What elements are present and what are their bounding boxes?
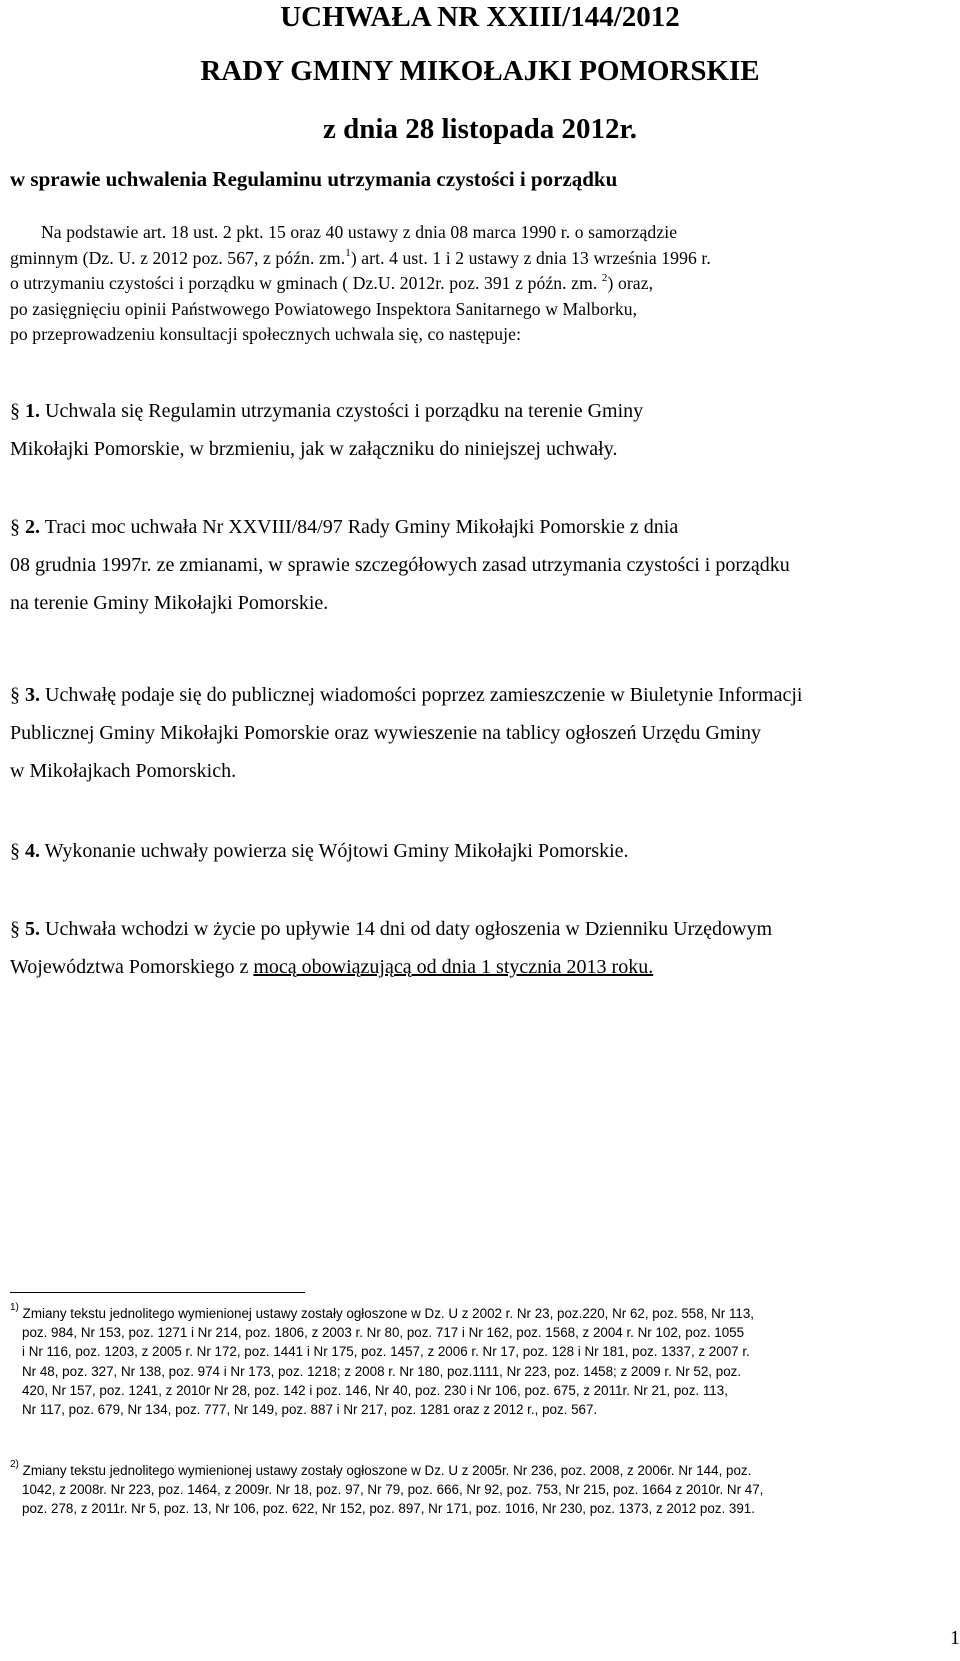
section-1: [10, 392, 945, 468]
preamble-text: ) oraz,: [607, 273, 654, 293]
section-number: 1.: [25, 400, 40, 422]
footnote-line: poz. 984, Nr 153, poz. 1271 i Nr 214, poz. 1806, z 2003 r. Nr 80, poz. 717 i Nr 162, poz. 1568, z 2004 r. Nr 102, poz. 1055: [22, 1325, 745, 1341]
section-line: [10, 508, 945, 546]
section-line: [10, 676, 945, 714]
section-sign: §: [10, 516, 20, 538]
footnote-marker: 1): [10, 1301, 19, 1313]
section-line: na terenie Gminy Mikołajki Pomorskie.: [10, 592, 329, 614]
section-line: Mikołajki Pomorskie, w brzmieniu, jak w załączniku do niniejszej uchwały.: [10, 438, 618, 460]
footnote-line: Nr 117, poz. 679, Nr 134, poz. 777, Nr 149, poz. 887 i Nr 217, poz. 1281 oraz z 2012 r., poz. 567.: [22, 1402, 598, 1418]
preamble-line: [10, 271, 945, 297]
section-line: [10, 948, 945, 986]
preamble: [10, 220, 945, 348]
section-line: [10, 910, 945, 948]
section-sign: §: [10, 840, 20, 862]
footnote-line: 1042, z 2008r. Nr 223, poz. 1464, z 2009r. Nr 18, poz. 97, Nr 79, poz. 666, Nr 92, poz. 753, Nr 215, poz. 1664 z 2010r. Nr 47,: [22, 1482, 764, 1498]
preamble-line: po zasięgnięciu opinii Państwowego Powiatowego Inspektora Sanitarnego w Malborku,: [10, 298, 638, 319]
footnote-line: Nr 48, poz. 327, Nr 138, poz. 974 i Nr 173, poz. 1218; z 2008 r. Nr 180, poz.1111, Nr 223, poz. 1458; z 2009 r. Nr 52, poz.: [22, 1363, 742, 1379]
preamble-text: ) art. 4 ust. 1 i 2 ustawy z dnia 13 września 1996 r.: [350, 247, 711, 268]
section-4: [10, 832, 945, 870]
section-text: Traci moc uchwała Nr XXVIII/84/97 Rady Gminy Mikołajki Pomorskie z dnia: [44, 516, 679, 538]
section-number: 2.: [25, 516, 40, 538]
footnote-marker: 2): [10, 1458, 19, 1470]
section-text: Uchwała wchodzi w życie po upływie 14 dni od daty ogłoszenia w Dzienniku Urzędowym: [45, 918, 773, 940]
section-line: 08 grudnia 1997r. ze zmianami, w sprawie szczegółowych zasad utrzymania czystości i porządku: [10, 554, 790, 576]
section-line: Publicznej Gminy Mikołajki Pomorskie oraz wywieszenie na tablicy ogłoszeń Urzędu Gminy: [10, 722, 761, 744]
footnote-1: [10, 1301, 950, 1419]
section-number: 3.: [25, 684, 40, 706]
footnote-line: [10, 1301, 950, 1323]
preamble-line: Na podstawie art. 18 ust. 2 pkt. 15 oraz 40 ustawy z dnia 08 marca 1990 r. o samorządzie: [41, 222, 678, 242]
footnote-2: [10, 1458, 950, 1519]
section-line: [10, 392, 945, 430]
section-sign: §: [10, 684, 20, 706]
section-sign: §: [10, 400, 20, 422]
resolution-title: UCHWAŁA NR XXIII/144/2012: [280, 1, 680, 33]
preamble-text: gminnym (Dz. U. z 2012 poz. 567, z późn. zm.: [10, 247, 346, 268]
section-text: Województwa Pomorskiego z: [10, 956, 254, 978]
section-number: 4.: [25, 840, 40, 862]
footnote-line: poz. 278, z 2011r. Nr 5, poz. 13, Nr 106, poz. 622, Nr 152, poz. 897, Nr 171, poz. 1016, Nr 230, poz. 1373, z 2012 poz. 391.: [22, 1501, 755, 1517]
section-5: [10, 910, 945, 986]
section-line: w Mikołajkach Pomorskich.: [10, 760, 237, 782]
section-line: [10, 832, 945, 870]
footnote-line: [10, 1458, 950, 1480]
footnote-ref: 1: [345, 246, 351, 259]
footnote-divider: [10, 1292, 305, 1293]
preamble-text: o utrzymaniu czystości i porządku w gminach ( Dz.U. 2012r. poz. 391 z późn. zm.: [10, 273, 598, 293]
footnote-ref: 2: [601, 272, 608, 285]
section-3: [10, 676, 945, 790]
section-2: [10, 508, 945, 622]
preamble-line: po przeprowadzeniu konsultacji społecznych uchwala się, co następuje:: [10, 324, 522, 344]
footnote-line: 420, Nr 157, poz. 1241, z 2010r Nr 28, poz. 142 i poz. 146, Nr 40, poz. 230 i Nr 106, poz. 675, z 2011r. Nr 21, poz. 113,: [22, 1382, 728, 1398]
footnote-text: Zmiany tekstu jednolitego wymienionej ustawy zostały ogłoszone w Dz. U z 2002 r. Nr 23, poz.220, Nr 62, poz. 558, Nr 113,: [22, 1306, 755, 1321]
page-number: 1: [950, 1627, 960, 1649]
council-name: RADY GMINY MIKOŁAJKI POMORSKIE: [200, 55, 760, 87]
section-text: Wykonanie uchwały powierza się Wójtowi Gminy Mikołajki Pomorskie.: [44, 840, 629, 862]
effective-date-text: mocą obowiązującą od dnia 1 stycznia 2013 roku.: [253, 956, 654, 978]
preamble-line: [10, 246, 945, 272]
footnote-line: i Nr 116, poz. 1203, z 2005 r. Nr 172, poz. 1441 i Nr 175, poz. 1457, z 2006 r. Nr 17, poz. 128 i Nr 181, poz. 1337, z 2007 r.: [22, 1344, 750, 1360]
section-number: 5.: [25, 918, 40, 940]
resolution-date: z dnia 28 listopada 2012r.: [323, 113, 637, 145]
resolution-subject: w sprawie uchwalenia Regulaminu utrzymania czystości i porządku: [10, 167, 618, 191]
section-text: Uchwala się Regulamin utrzymania czystości i porządku na terenie Gminy: [45, 400, 644, 422]
section-text: Uchwałę podaje się do publicznej wiadomości poprzez zamieszczenie w Biuletynie Informacji: [45, 684, 803, 706]
footnote-text: Zmiany tekstu jednolitego wymienionej ustawy zostały ogłoszone w Dz. U z 2005r. Nr 236, poz. 2008, z 2006r. Nr 144, poz.: [22, 1463, 752, 1478]
section-sign: §: [10, 918, 20, 940]
